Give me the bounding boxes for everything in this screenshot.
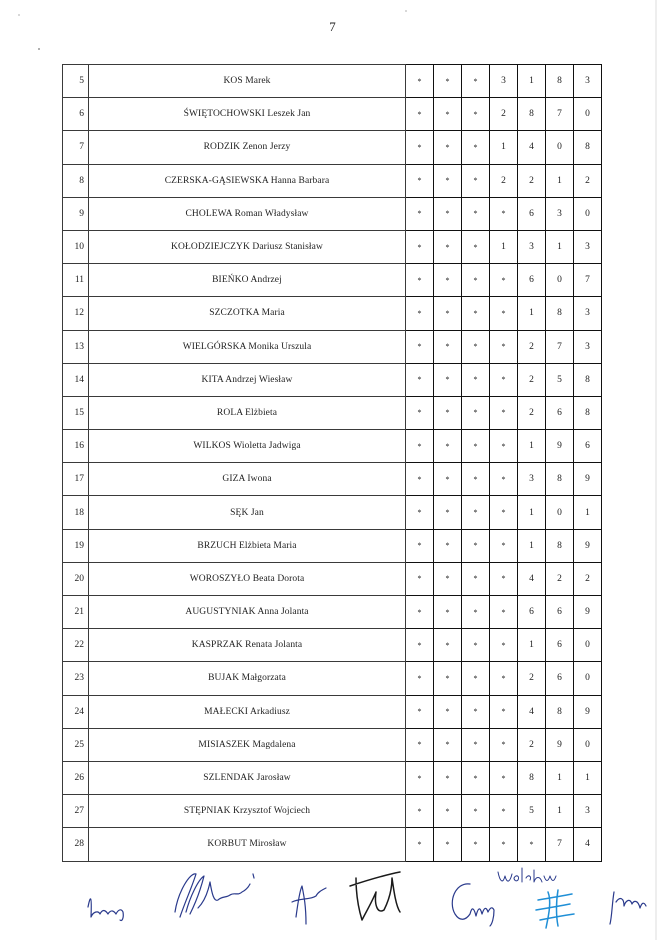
code-cell: 0 bbox=[574, 98, 602, 131]
code-cell: * bbox=[490, 596, 518, 629]
code-cell: 4 bbox=[518, 695, 546, 728]
code-cell: 8 bbox=[546, 695, 574, 728]
code-cell: * bbox=[434, 98, 462, 131]
code-cell: * bbox=[490, 662, 518, 695]
code-cell: 2 bbox=[518, 662, 546, 695]
code-cell: * bbox=[406, 728, 434, 761]
code-cell: * bbox=[434, 562, 462, 595]
candidate-name: WOROSZYŁO Beata Dorota bbox=[89, 562, 406, 595]
code-cell: 7 bbox=[546, 828, 574, 861]
table-row bbox=[63, 264, 602, 297]
code-cell: 6 bbox=[546, 629, 574, 662]
code-cell: 0 bbox=[574, 728, 602, 761]
table-row bbox=[63, 629, 602, 662]
code-cell: * bbox=[434, 728, 462, 761]
candidate-table-body bbox=[63, 65, 602, 862]
code-cell: * bbox=[462, 65, 490, 98]
signature-note bbox=[498, 868, 556, 882]
code-cell: 1 bbox=[574, 761, 602, 794]
table-row bbox=[63, 463, 602, 496]
code-cell: * bbox=[462, 795, 490, 828]
code-cell: * bbox=[462, 529, 490, 562]
code-cell: 6 bbox=[546, 596, 574, 629]
code-cell: 8 bbox=[574, 131, 602, 164]
code-cell: * bbox=[406, 695, 434, 728]
code-cell: 1 bbox=[546, 230, 574, 263]
code-cell: * bbox=[406, 562, 434, 595]
row-number: 25 bbox=[63, 728, 89, 761]
row-number: 12 bbox=[63, 297, 89, 330]
code-cell: * bbox=[406, 529, 434, 562]
code-cell: 9 bbox=[574, 463, 602, 496]
candidate-name: BIEŃKO Andrzej bbox=[89, 264, 406, 297]
scan-speck bbox=[38, 48, 40, 50]
table-row bbox=[63, 496, 602, 529]
code-cell: * bbox=[462, 330, 490, 363]
table-row bbox=[63, 230, 602, 263]
code-cell: * bbox=[462, 164, 490, 197]
code-cell: * bbox=[434, 695, 462, 728]
code-cell: * bbox=[406, 496, 434, 529]
row-number: 16 bbox=[63, 430, 89, 463]
code-cell: * bbox=[434, 496, 462, 529]
table-row bbox=[63, 828, 602, 861]
row-number: 13 bbox=[63, 330, 89, 363]
code-cell: 3 bbox=[518, 230, 546, 263]
code-cell: * bbox=[462, 430, 490, 463]
code-cell: 2 bbox=[518, 728, 546, 761]
code-cell: * bbox=[490, 529, 518, 562]
code-cell: 1 bbox=[546, 164, 574, 197]
code-cell: 8 bbox=[518, 98, 546, 131]
code-cell: 6 bbox=[574, 430, 602, 463]
row-number: 8 bbox=[63, 164, 89, 197]
candidate-name: KOS Marek bbox=[89, 65, 406, 98]
code-cell: 9 bbox=[574, 695, 602, 728]
code-cell: 9 bbox=[546, 430, 574, 463]
code-cell: 2 bbox=[490, 164, 518, 197]
candidate-name: BRZUCH Elżbieta Maria bbox=[89, 529, 406, 562]
code-cell: * bbox=[434, 164, 462, 197]
table-row bbox=[63, 430, 602, 463]
code-cell: * bbox=[490, 463, 518, 496]
code-cell: * bbox=[406, 131, 434, 164]
code-cell: * bbox=[462, 695, 490, 728]
candidate-name: BUJAK Małgorzata bbox=[89, 662, 406, 695]
signature-5 bbox=[452, 884, 494, 926]
candidate-name: STĘPNIAK Krzysztof Wojciech bbox=[89, 795, 406, 828]
code-cell: * bbox=[434, 430, 462, 463]
code-cell: 2 bbox=[518, 363, 546, 396]
code-cell: * bbox=[434, 197, 462, 230]
candidate-name: CHOLEWA Roman Władysław bbox=[89, 197, 406, 230]
code-cell: * bbox=[406, 761, 434, 794]
row-number: 5 bbox=[63, 65, 89, 98]
code-cell: * bbox=[434, 230, 462, 263]
candidate-name: SZLENDAK Jarosław bbox=[89, 761, 406, 794]
code-cell: 6 bbox=[546, 662, 574, 695]
candidate-name: ROLA Elżbieta bbox=[89, 396, 406, 429]
code-cell: 1 bbox=[518, 629, 546, 662]
code-cell: * bbox=[406, 98, 434, 131]
code-cell: * bbox=[406, 828, 434, 861]
code-cell: * bbox=[406, 629, 434, 662]
code-cell: * bbox=[462, 363, 490, 396]
code-cell: * bbox=[406, 264, 434, 297]
code-cell: * bbox=[406, 430, 434, 463]
code-cell: 1 bbox=[518, 529, 546, 562]
code-cell: * bbox=[434, 795, 462, 828]
code-cell: * bbox=[518, 828, 546, 861]
code-cell: * bbox=[490, 828, 518, 861]
code-cell: * bbox=[490, 197, 518, 230]
signature-7 bbox=[610, 892, 646, 924]
row-number: 7 bbox=[63, 131, 89, 164]
code-cell: 9 bbox=[574, 596, 602, 629]
code-cell: * bbox=[434, 629, 462, 662]
candidate-name: ŚWIĘTOCHOWSKI Leszek Jan bbox=[89, 98, 406, 131]
candidate-name: KORBUT Mirosław bbox=[89, 828, 406, 861]
code-cell: * bbox=[434, 131, 462, 164]
code-cell: 2 bbox=[546, 562, 574, 595]
code-cell: 3 bbox=[546, 197, 574, 230]
code-cell: * bbox=[406, 65, 434, 98]
candidate-name: WIELGÓRSKA Monika Urszula bbox=[89, 330, 406, 363]
code-cell: * bbox=[434, 529, 462, 562]
table-row bbox=[63, 529, 602, 562]
code-cell: * bbox=[434, 761, 462, 794]
code-cell: 3 bbox=[574, 330, 602, 363]
signature-2 bbox=[175, 874, 254, 917]
row-number: 15 bbox=[63, 396, 89, 429]
code-cell: * bbox=[462, 230, 490, 263]
candidate-table bbox=[62, 64, 602, 862]
table-row bbox=[63, 65, 602, 98]
candidate-name: MISIASZEK Magdalena bbox=[89, 728, 406, 761]
code-cell: * bbox=[434, 396, 462, 429]
code-cell: 5 bbox=[546, 363, 574, 396]
code-cell: 6 bbox=[518, 264, 546, 297]
row-number: 27 bbox=[63, 795, 89, 828]
code-cell: 3 bbox=[574, 65, 602, 98]
code-cell: 6 bbox=[546, 396, 574, 429]
table-row bbox=[63, 197, 602, 230]
scan-speck bbox=[18, 14, 20, 16]
code-cell: * bbox=[406, 363, 434, 396]
code-cell: * bbox=[462, 264, 490, 297]
code-cell: * bbox=[406, 164, 434, 197]
code-cell: * bbox=[462, 197, 490, 230]
code-cell: * bbox=[490, 396, 518, 429]
table-row bbox=[63, 164, 602, 197]
code-cell: * bbox=[490, 728, 518, 761]
table-row bbox=[63, 131, 602, 164]
code-cell: 9 bbox=[546, 728, 574, 761]
candidate-name: AUGUSTYNIAK Anna Jolanta bbox=[89, 596, 406, 629]
candidate-name: KOŁODZIEJCZYK Dariusz Stanisław bbox=[89, 230, 406, 263]
row-number: 14 bbox=[63, 363, 89, 396]
table-row bbox=[63, 562, 602, 595]
code-cell: * bbox=[490, 761, 518, 794]
code-cell: 1 bbox=[490, 230, 518, 263]
code-cell: * bbox=[490, 629, 518, 662]
code-cell: * bbox=[490, 330, 518, 363]
code-cell: * bbox=[434, 297, 462, 330]
code-cell: 1 bbox=[518, 496, 546, 529]
row-number: 10 bbox=[63, 230, 89, 263]
candidate-name: GIZA Iwona bbox=[89, 463, 406, 496]
code-cell: * bbox=[462, 463, 490, 496]
code-cell: 7 bbox=[546, 330, 574, 363]
code-cell: 8 bbox=[574, 396, 602, 429]
code-cell: 0 bbox=[574, 662, 602, 695]
code-cell: * bbox=[490, 363, 518, 396]
code-cell: * bbox=[462, 761, 490, 794]
row-number: 21 bbox=[63, 596, 89, 629]
code-cell: 2 bbox=[574, 164, 602, 197]
code-cell: * bbox=[462, 496, 490, 529]
code-cell: 2 bbox=[490, 98, 518, 131]
code-cell: * bbox=[462, 297, 490, 330]
candidate-name: SZCZOTKA Maria bbox=[89, 297, 406, 330]
row-number: 22 bbox=[63, 629, 89, 662]
candidate-name: KASPRZAK Renata Jolanta bbox=[89, 629, 406, 662]
signature-3 bbox=[292, 886, 326, 924]
row-number: 28 bbox=[63, 828, 89, 861]
code-cell: 0 bbox=[546, 131, 574, 164]
row-number: 6 bbox=[63, 98, 89, 131]
signatures-svg bbox=[0, 862, 665, 940]
table-row bbox=[63, 728, 602, 761]
table-row bbox=[63, 98, 602, 131]
code-cell: * bbox=[406, 596, 434, 629]
code-cell: * bbox=[434, 662, 462, 695]
scan-speck bbox=[405, 10, 407, 12]
page-number: 7 bbox=[329, 19, 336, 34]
code-cell: * bbox=[462, 98, 490, 131]
code-cell: 4 bbox=[518, 131, 546, 164]
code-cell: * bbox=[406, 795, 434, 828]
code-cell: * bbox=[490, 430, 518, 463]
code-cell: 8 bbox=[546, 65, 574, 98]
signature-4 bbox=[350, 872, 400, 920]
table-row bbox=[63, 695, 602, 728]
row-number: 18 bbox=[63, 496, 89, 529]
row-number: 11 bbox=[63, 264, 89, 297]
code-cell: * bbox=[434, 828, 462, 861]
code-cell: * bbox=[462, 596, 490, 629]
code-cell: * bbox=[434, 463, 462, 496]
code-cell: 1 bbox=[546, 795, 574, 828]
code-cell: 1 bbox=[574, 496, 602, 529]
code-cell: 8 bbox=[518, 761, 546, 794]
code-cell: * bbox=[462, 728, 490, 761]
code-cell: * bbox=[406, 297, 434, 330]
code-cell: 8 bbox=[546, 529, 574, 562]
table-row bbox=[63, 297, 602, 330]
code-cell: * bbox=[490, 496, 518, 529]
row-number: 19 bbox=[63, 529, 89, 562]
code-cell: 2 bbox=[518, 164, 546, 197]
code-cell: * bbox=[406, 396, 434, 429]
code-cell: 0 bbox=[574, 629, 602, 662]
candidate-name: KITA Andrzej Wiesław bbox=[89, 363, 406, 396]
code-cell: * bbox=[434, 596, 462, 629]
code-cell: 3 bbox=[490, 65, 518, 98]
table-row bbox=[63, 396, 602, 429]
code-cell: 4 bbox=[518, 562, 546, 595]
row-number: 26 bbox=[63, 761, 89, 794]
code-cell: 7 bbox=[574, 264, 602, 297]
code-cell: 8 bbox=[546, 463, 574, 496]
code-cell: * bbox=[462, 662, 490, 695]
signatures-area bbox=[0, 862, 665, 940]
code-cell: 3 bbox=[574, 297, 602, 330]
row-number: 17 bbox=[63, 463, 89, 496]
code-cell: 0 bbox=[546, 496, 574, 529]
code-cell: * bbox=[406, 463, 434, 496]
signature-6 bbox=[536, 890, 574, 928]
code-cell: * bbox=[490, 695, 518, 728]
code-cell: 3 bbox=[518, 463, 546, 496]
table-row bbox=[63, 761, 602, 794]
code-cell: 8 bbox=[546, 297, 574, 330]
table-row bbox=[63, 330, 602, 363]
code-cell: * bbox=[434, 264, 462, 297]
code-cell: * bbox=[406, 662, 434, 695]
code-cell: 2 bbox=[574, 562, 602, 595]
code-cell: 5 bbox=[518, 795, 546, 828]
candidate-name: WILKOS Wioletta Jadwiga bbox=[89, 430, 406, 463]
code-cell: 1 bbox=[518, 65, 546, 98]
code-cell: * bbox=[462, 828, 490, 861]
code-cell: 2 bbox=[518, 396, 546, 429]
code-cell: * bbox=[490, 795, 518, 828]
table-row bbox=[63, 662, 602, 695]
code-cell: * bbox=[490, 562, 518, 595]
code-cell: 6 bbox=[518, 596, 546, 629]
candidate-name: RODZIK Zenon Jerzy bbox=[89, 131, 406, 164]
code-cell: * bbox=[406, 330, 434, 363]
code-cell: * bbox=[462, 629, 490, 662]
code-cell: 1 bbox=[518, 297, 546, 330]
candidate-name: MAŁECKI Arkadiusz bbox=[89, 695, 406, 728]
code-cell: 7 bbox=[546, 98, 574, 131]
candidate-name: SĘK Jan bbox=[89, 496, 406, 529]
row-number: 9 bbox=[63, 197, 89, 230]
code-cell: 1 bbox=[518, 430, 546, 463]
scan-edge bbox=[655, 0, 657, 940]
signature-1 bbox=[88, 899, 123, 921]
code-cell: 8 bbox=[574, 363, 602, 396]
code-cell: 0 bbox=[546, 264, 574, 297]
candidate-name: CZERSKA-GĄSIEWSKA Hanna Barbara bbox=[89, 164, 406, 197]
table-row bbox=[63, 363, 602, 396]
code-cell: 6 bbox=[518, 197, 546, 230]
code-cell: 3 bbox=[574, 795, 602, 828]
code-cell: * bbox=[406, 197, 434, 230]
code-cell: 1 bbox=[490, 131, 518, 164]
code-cell: * bbox=[490, 297, 518, 330]
code-cell: 3 bbox=[574, 230, 602, 263]
code-cell: * bbox=[434, 330, 462, 363]
code-cell: 9 bbox=[574, 529, 602, 562]
row-number: 20 bbox=[63, 562, 89, 595]
row-number: 23 bbox=[63, 662, 89, 695]
code-cell: * bbox=[434, 363, 462, 396]
code-cell: * bbox=[434, 65, 462, 98]
code-cell: 2 bbox=[518, 330, 546, 363]
code-cell: * bbox=[462, 131, 490, 164]
code-cell: * bbox=[462, 396, 490, 429]
row-number: 24 bbox=[63, 695, 89, 728]
code-cell: 1 bbox=[546, 761, 574, 794]
code-cell: * bbox=[490, 264, 518, 297]
table-row bbox=[63, 596, 602, 629]
code-cell: * bbox=[462, 562, 490, 595]
table-row bbox=[63, 795, 602, 828]
code-cell: * bbox=[406, 230, 434, 263]
code-cell: 0 bbox=[574, 197, 602, 230]
code-cell: 4 bbox=[574, 828, 602, 861]
